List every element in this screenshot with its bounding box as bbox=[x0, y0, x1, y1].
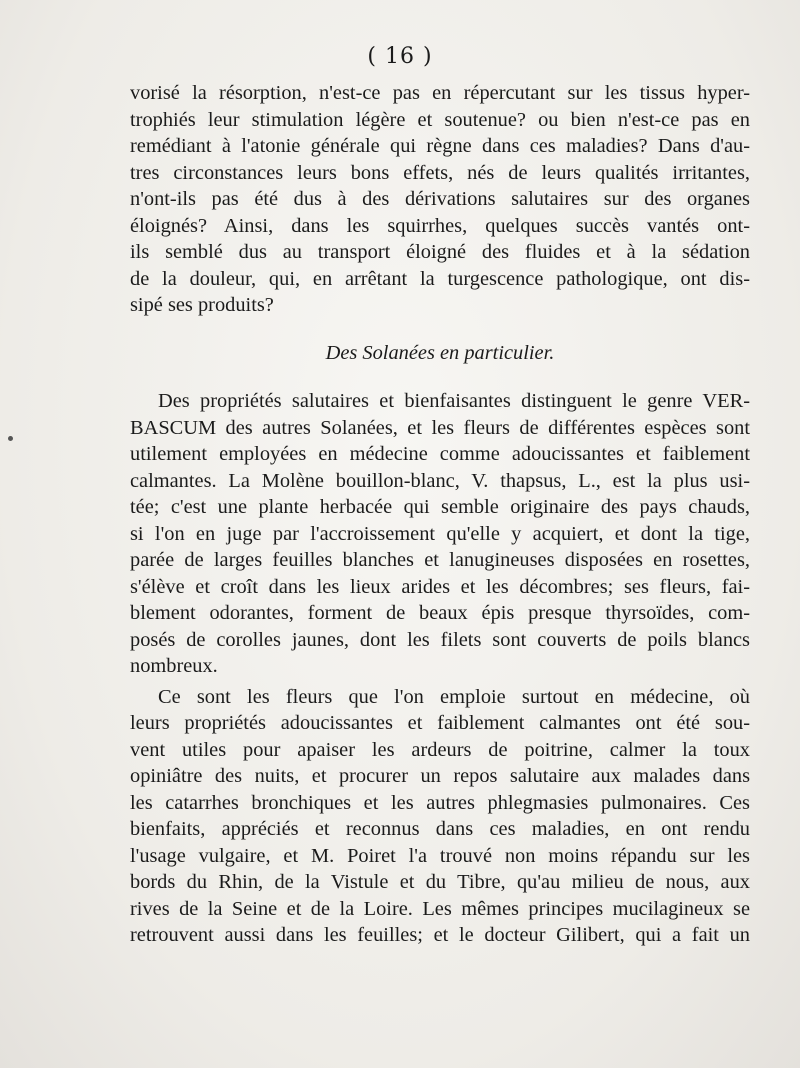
paragraph-2 bbox=[130, 388, 750, 680]
paragraph-1 bbox=[130, 80, 750, 319]
text-line: éloignés? Ainsi, dans les squirrhes, quelques succès vantés ont- bbox=[130, 214, 750, 237]
text-line: ils semblé dus au transport éloigné des fluides et à la sédation bbox=[130, 241, 750, 263]
text-line: utilement employées en médecine comme adoucissantes et faiblement bbox=[130, 443, 750, 465]
text-line: si l'on en juge par l'accroissement qu'elle y acquiert, et dont la tige, bbox=[130, 522, 750, 545]
body-text bbox=[130, 80, 750, 949]
text-line: blement odorantes, forment de beaux épis presque thyrsoïdes, com- bbox=[130, 602, 750, 624]
page-number: ( 16 ) bbox=[367, 44, 433, 69]
text-line: vent utiles pour apaiser les ardeurs de poitrine, calmer la toux bbox=[130, 738, 750, 761]
text-line: de la douleur, qui, en arrêtant la turgescence pathologique, ont dis- bbox=[130, 267, 750, 290]
margin-speck bbox=[8, 436, 13, 441]
text-line: bords du Rhin, de la Vistule et du Tibre, qu'au milieu de nous, aux bbox=[130, 871, 750, 893]
text-line: Ce sont les fleurs que l'on emploie surtout en médecine, où bbox=[158, 685, 750, 708]
text-line: trophiés leur stimulation légère et soutenue? ou bien n'est-ce pas en bbox=[130, 108, 750, 131]
text-line: tres circonstances leurs bons effets, nés de leurs qualités irritantes, bbox=[130, 161, 750, 184]
text-line: nombreux. bbox=[130, 655, 218, 677]
text-line: s'élève et croît dans les lieux arides et les décombres; ses fleurs, fai- bbox=[130, 575, 750, 598]
text-line: vorisé la résorption, n'est-ce pas en répercutant sur les tissus hyper- bbox=[130, 82, 750, 104]
text-line: retrouvent aussi dans les feuilles; et le docteur Gilibert, qui a fait un bbox=[130, 924, 750, 946]
text-line: remédiant à l'atonie générale qui règne dans ces maladies? Dans d'au- bbox=[130, 135, 750, 157]
text-line: posés de corolles jaunes, dont les filets sont couverts de poils blancs bbox=[130, 628, 750, 651]
text-line: l'usage vulgaire, et M. Poiret l'a trouvé non moins répandu sur les bbox=[130, 844, 750, 867]
text-line: calmantes. La Molène bouillon-blanc, V. thapsus, L., est la plus usi- bbox=[130, 469, 750, 492]
text-line: opiniâtre des nuits, et procurer un repos salutaire aux malades dans bbox=[130, 765, 750, 787]
text-line: rives de la Seine et de la Loire. Les mêmes principes mucilagineux se bbox=[130, 897, 750, 920]
section-heading: Des Solanées en particulier. bbox=[325, 341, 555, 364]
text-line: Des propriétés salutaires et bienfaisantes distinguent le genre VER- bbox=[158, 390, 750, 412]
text-line: parée de larges feuilles blanches et lanugineuses disposées en rosettes, bbox=[130, 549, 750, 571]
text-line: bienfaits, appréciés et reconnus dans ces maladies, en ont rendu bbox=[130, 818, 750, 840]
text-line: BASCUM des autres Solanées, et les fleurs de différentes espèces sont bbox=[130, 416, 750, 439]
text-line: sipé ses produits? bbox=[130, 294, 274, 316]
text-line: tée; c'est une plante herbacée qui semble originaire des pays chauds, bbox=[130, 496, 750, 518]
paragraph-3 bbox=[130, 684, 750, 949]
text-line: leurs propriétés adoucissantes et faiblement calmantes ont été sou- bbox=[130, 712, 750, 734]
text-line: n'ont-ils pas été dus à des dérivations salutaires sur des organes bbox=[130, 188, 750, 210]
text-line: les catarrhes bronchiques et les autres phlegmasies pulmonaires. Ces bbox=[130, 791, 750, 814]
